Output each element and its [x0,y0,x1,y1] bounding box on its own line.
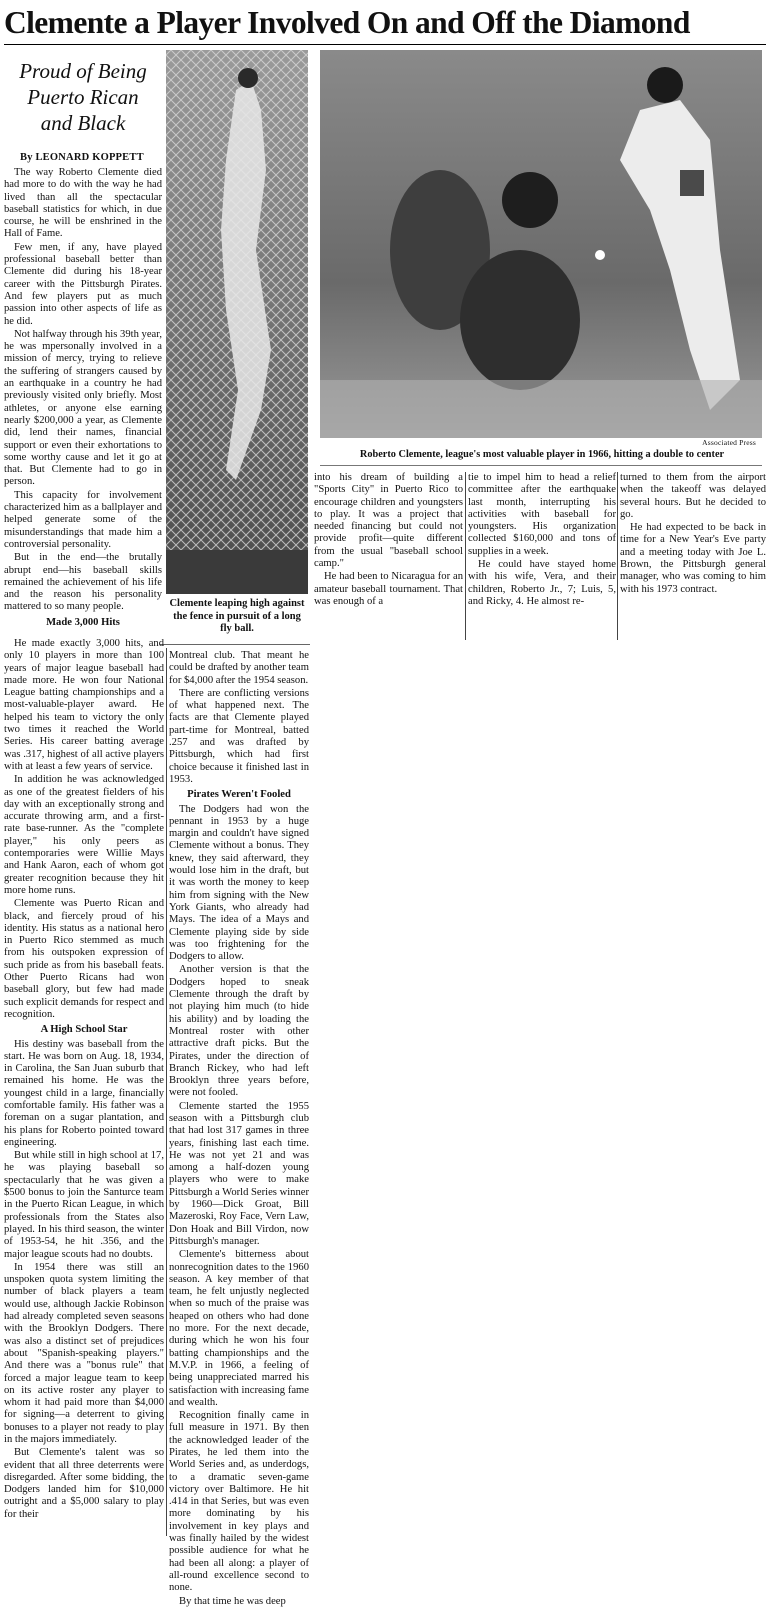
photo-credit: Associated Press [702,438,756,447]
paragraph: But in the end—the brutally abrupt end—his baseball skills remained the achievement of his life and the reason his personality mattered to so many people. [4,552,162,613]
section-rule [160,644,310,645]
photo-leaping-catch [166,50,308,594]
paragraph: There are conflicting versions of what happened next. The facts are that Clemente played part-time for Montreal, batted .257 and was drafted by Pittsburgh, which had first choice because it finished last in 1953. [169,687,309,785]
paragraph: Another version is that the Dodgers hoped to sneak Clemente through the draft by not playing him much (to hide his ability) and by loading the Montreal roster with other attractive draft picks. But the Pirates, under the direction of Branch Rickey, who had left Brooklyn three years before, were not fooled. [169,964,309,1099]
paragraph: He had expected to be back in time for a New Year's Eve party and a meeting today with Joe L. Brown, the Pittsburgh general manager, who was coming to him with his 1973 contract. [620,522,766,595]
deck-line-2: Puerto Rican [27,85,139,109]
column-1-upper [4,167,162,635]
paragraph: tie to impel him to head a relief committee after the earthquake last month, interrupting his activities with baseball for youngsters. His organization collected $160,000 and tons of supplies in a week. [468,472,616,557]
paragraph: Recognition finally came in full measure in 1971. By then the acknowledged leader of the Pirates, he led them into the World Series and, as underdogs, to a dramatic seven-game victory over Baltimore. He hit .414 in that Series, but was even more dominating by his involvement in key plays and was finally hailed by the widest possible audience for what he had been all along: a player of all-round excellence second to none. [169,1410,309,1594]
column-divider [617,472,618,640]
paragraph: But Clemente's talent was so evident that all three deterrents were disregarded. After some bidding, the Dodgers landed him for $10,000 outright and a $5,000 salary to play for their [4,1447,164,1520]
batter-image [320,50,762,438]
deck [8,58,158,138]
deck-line-3: and Black [40,111,126,135]
photo-batter [320,50,762,438]
paragraph: He could have stayed home with his wife, Vera, and their children, Roberto Jr., 7; Luis, 5, and Ricky, 4. He almost re- [468,559,616,607]
paragraph: The Dodgers had won the pennant in 1953 by a huge margin and couldn't have signed Clemente without a bonus. They knew, they said afterward, they would lose him in the draft, but it was worth the money to keep him from signing with the New York Giants, who already had Mays. The idea of a Mays and Clemente playing side by side was too frightening for the Dodgers to allow. [169,803,309,963]
fence-player-image [166,50,308,594]
deck-line-1: Proud of Being [19,59,147,83]
caption-rule [320,465,762,466]
column-divider [166,648,167,1536]
column-divider [465,472,466,640]
subhead-high-school-star: A High School Star [40,1024,128,1036]
paragraph: turned to them from the airport when the takeoff was delayed several hours. But he decided to go. [620,472,766,520]
column-1-lower [4,638,164,1536]
paragraph: In 1954 there was still an unspoken quota system limiting the number of black players a team would use, although Jackie Robinson had already completed seven seasons with the Brooklyn Dodgers. There was also a distinct set of prejudices about "Spanish-speaking players." And there was a "bonus rule" that forced a major league team to keep on its active roster any player to whom it had paid more than $4,000 for signing—a deterrent to giving bonuses to a player not ready to play in the majors immediately. [4,1261,164,1445]
caption-leaping: Clemente leaping high against the fence in pursuit of a long fly ball. [169,598,305,634]
paragraph: But while still in high school at 17, he was playing baseball so spectacularly that he was given a $500 bonus to join the Santurce team in the Puerto Rican League, in which professionals from the States also played. In his third season, the winter of 1953-54, he hit .356, and the major league scouts had no doubts. [4,1150,164,1260]
paragraph: His destiny was baseball from the start. He was born on Aug. 18, 1934, in Carolina, the San Juan suburb that remained his home. He was the youngest child in a large, financially comfortable family. His father was a foreman on a sugar plantation, and his plans for Roberto pointed toward engineering. [4,1038,164,1148]
paragraph: In addition he was acknowledged as one of the greatest fielders of his day with an exceptionally strong and accurate throwing arm, and a first-rate base-runner. As the "complete player," his only peers as contemporaries were Willie Mays and Hank Aaron, each of whom got greater recognition because they hit more home runs. [4,774,164,896]
column-2 [169,650,309,1607]
headline: Clemente a Player Involved On and Off the Diamond [4,5,690,40]
paragraph: Few men, if any, have played professional baseball better than Clemente did during his 18-year career with the Pittsburgh Pirates. And few players put as much passion into other aspects of life as he did. [4,241,162,327]
column-5 [620,472,766,640]
column-3 [314,472,463,640]
paragraph: The way Roberto Clemente died had more to do with the way he had lived than all the spectacular baseball statistics for which, in due course, he will be enshrined in the Hall of Fame. [4,167,162,240]
paragraph: Not halfway through his 39th year, he was mpersonally involved in a mission of mercy, trying to relieve the suffering of strangers caused by an earthquake in a country he had previously visited only briefly. Most athletes, or anyone else earning nearly $200,000 a year, as Clemente did, lend their names, financial support or even their exhortations to some worthy cause and let it go at that. But Clemente had to go in person. [4,328,162,488]
paragraph: By that time he was deep [179,1595,286,1607]
paragraph: Clemente's bitterness about nonrecognition dates to the 1960 season. A key member of that team, he felt unjustly neglected when so much of the praise was heaped on others who had done no more. For the next decade, during which he won his four batting championships and the M.V.P. in 1966, a feeling of being unappreciated marred his satisfaction with increasing fame and wealth. [169,1249,309,1408]
paragraph: Montreal club. That meant he could be drafted by another team for $4,000 after the 1954 season. [169,650,309,686]
paragraph: Clemente was Puerto Rican and black, and fiercely proud of his identity. His status as a national hero in Puerto Rico stemmed as much from his outspoken expression of such pride as from his baseball feats. Other Puerto Ricans had won baseball glory, but few had made such explicit demands for respect and recognition. [4,898,164,1020]
subhead-pirates-werent-fooled: Pirates Weren't Fooled [187,789,291,801]
byline: By LEONARD KOPPETT [20,152,144,163]
caption-batter: Roberto Clemente, league's most valuable player in 1966, hitting a double to center [359,449,725,460]
paragraph: He had been to Nicaragua for an amateur baseball tournament. That was enough of a [314,571,463,607]
paragraph: He made exactly 3,000 hits, and only 10 players in more than 100 years of major league baseball had made more. He won four National League batting championships and a most-valuable-player award. He helped his team to victory the only two times it reached the World Series. His career batting average was .317, highest of all active players with at least a few years of service. [4,638,164,772]
subhead-made-3000-hits: Made 3,000 Hits [46,616,120,628]
paragraph: This capacity for involvement characterized him as a ballplayer and helped generate some of the misunderstandings that made him a controversial personality. [4,489,162,550]
paragraph: into his dream of building a "Sports City" in Puerto Rico to encourage children and youngsters to play. It was a project that needed financing but could not provide profit—quite different from the usual "baseball school camp." [314,472,463,570]
column-4 [468,472,616,640]
headline-rule [4,44,766,45]
paragraph: Clemente started the 1955 season with a Pittsburgh club that had lost 317 games in three years, finishing last each time. He was not yet 21 and was among a half-dozen young players who were to make Pittsburgh a World Series winner by 1960—Dick Groat, Bill Mazeroski, Roy Face, Vern Law, Don Hoak and Bill Virdon, now Pittsburgh's manager. [169,1100,309,1247]
